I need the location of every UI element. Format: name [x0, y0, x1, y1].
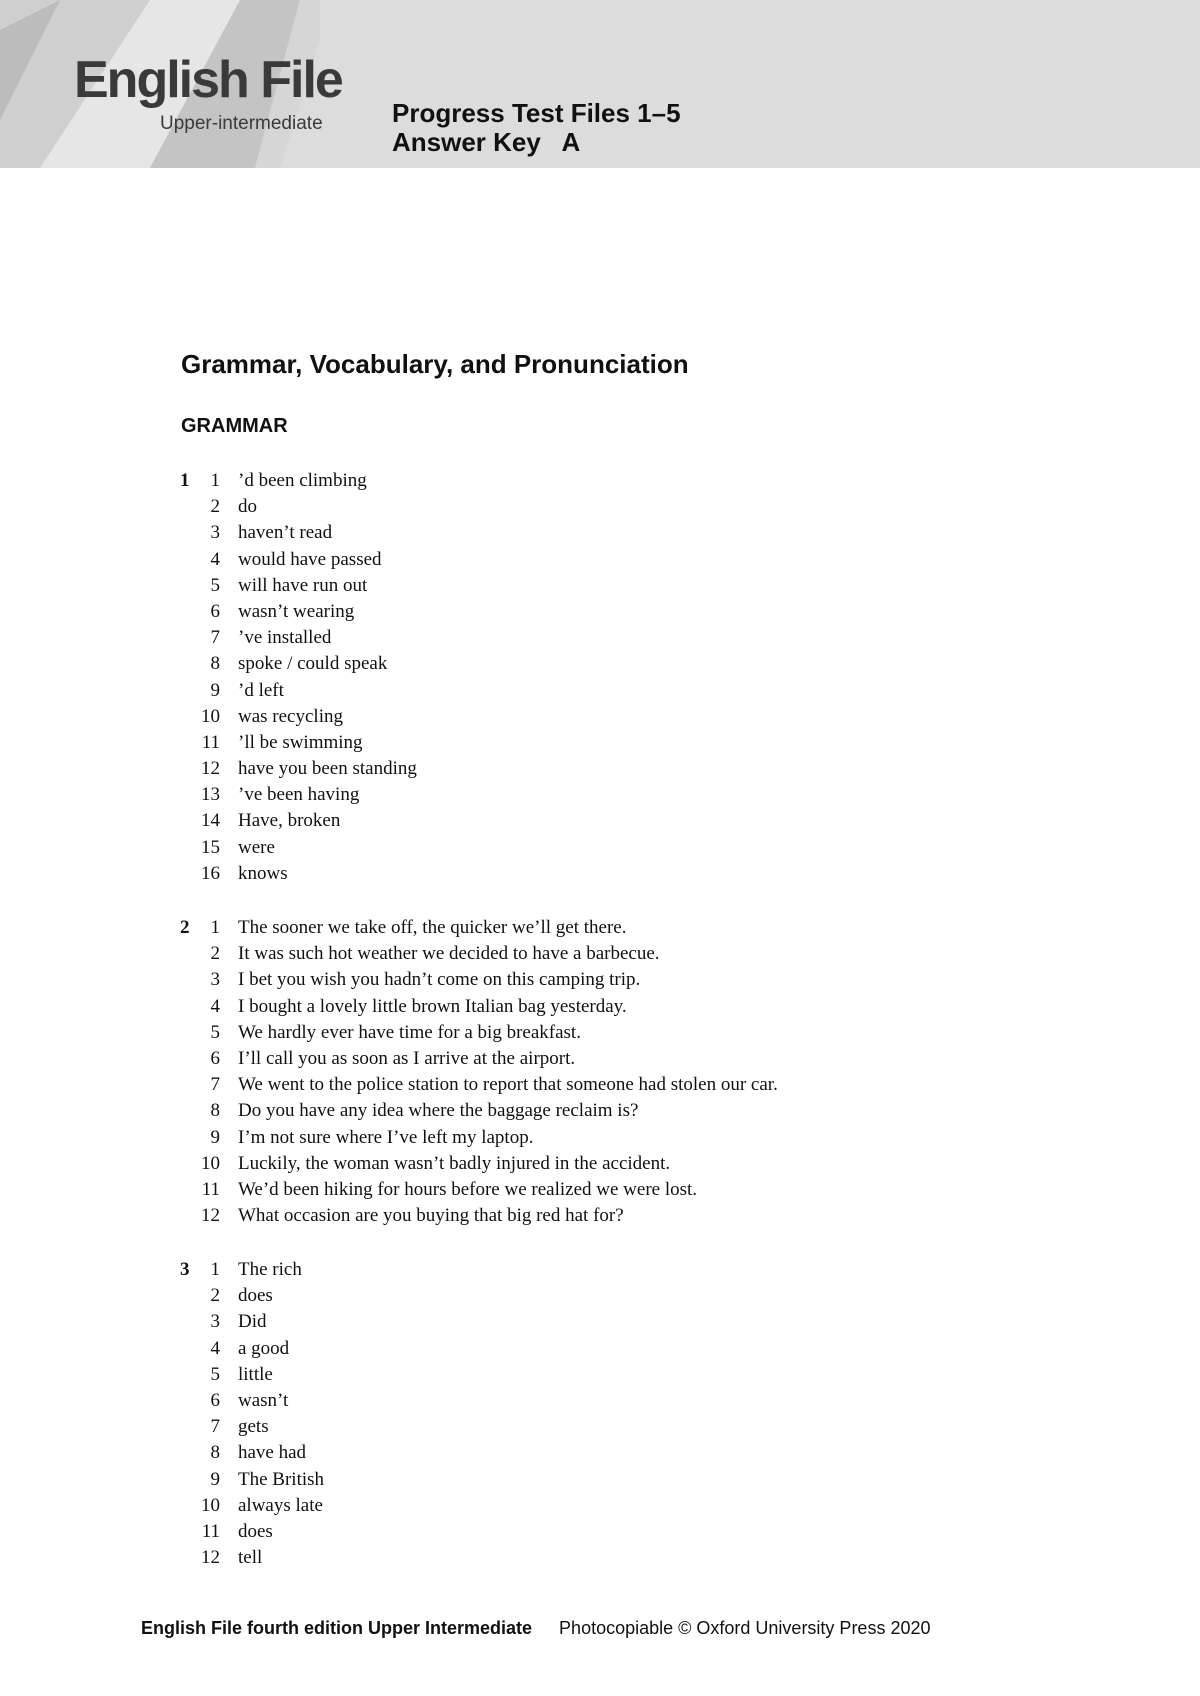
item-number: 1 [210, 917, 220, 938]
item-number: 3 [210, 522, 220, 544]
answer-row [0, 1362, 1200, 1388]
answer-text: Luckily, the woman wasn’t badly injured in the accident. [238, 1152, 671, 1174]
answer-row [0, 1177, 1200, 1203]
section-title: Grammar, Vocabulary, and Pronunciation [181, 349, 689, 379]
item-number: 12 [201, 1205, 220, 1227]
answer-text: We hardly ever have time for a big breakfast. [238, 1021, 581, 1043]
answer-row [0, 1388, 1200, 1414]
exercise-number: 1 [180, 470, 190, 491]
answer-row [0, 704, 1200, 730]
answer-row [0, 1414, 1200, 1440]
answer-text: gets [238, 1416, 269, 1438]
answer-text: The British [238, 1468, 325, 1490]
item-number: 1 [210, 470, 220, 491]
answer-row [0, 468, 1200, 494]
answer-row [0, 915, 1200, 941]
answer-text: spoke / could speak [238, 653, 388, 675]
item-number: 9 [210, 1468, 220, 1490]
answer-row [0, 782, 1200, 808]
answer-text: I’m not sure where I’ve left my laptop. [238, 1126, 534, 1148]
item-number: 1 [210, 1259, 220, 1280]
footer-copyright: Photocopiable © Oxford University Press 2020 [559, 1618, 931, 1638]
answer-row [0, 835, 1200, 861]
answer-text: ’ve been having [238, 784, 360, 806]
answer-text: does [238, 1285, 273, 1307]
brand-logo-title: English File [74, 51, 342, 109]
item-number: 10 [201, 1494, 220, 1516]
item-number: 9 [210, 679, 220, 701]
answer-text: would have passed [238, 548, 382, 570]
answer-text: Do you have any idea where the baggage reclaim is? [238, 1100, 639, 1122]
item-number: 14 [201, 810, 220, 832]
item-number: 3 [210, 969, 220, 991]
answer-text: I bought a lovely little brown Italian bag yesterday. [238, 995, 627, 1017]
item-number: 6 [210, 1389, 220, 1411]
answer-row [0, 1519, 1200, 1545]
item-number: 2 [210, 1285, 220, 1307]
answer-text: knows [238, 862, 288, 884]
answer-row [0, 1336, 1200, 1362]
answer-row [0, 1309, 1200, 1335]
item-number: 11 [201, 1520, 220, 1542]
item-number: 8 [210, 1100, 220, 1122]
answer-text: We’d been hiking for hours before we realized we were lost. [238, 1178, 698, 1200]
exercise-3 [0, 1257, 1200, 1571]
answer-row [0, 1545, 1200, 1571]
answer-text: a good [238, 1337, 290, 1359]
subsection-title: GRAMMAR [181, 415, 288, 437]
item-number: 12 [201, 1547, 220, 1569]
answer-row [0, 1125, 1200, 1151]
item-number: 2 [210, 496, 220, 518]
answer-row [0, 1283, 1200, 1309]
item-number: 4 [210, 1337, 220, 1359]
brand-level: Upper-intermediate [160, 113, 323, 134]
answer-text: It was such hot weather we decided to have a barbecue. [238, 943, 660, 965]
answer-row [0, 1493, 1200, 1519]
answer-text: tell [238, 1547, 263, 1569]
answer-row [0, 547, 1200, 573]
answer-row [0, 730, 1200, 756]
answer-row [0, 1046, 1200, 1072]
answer-text: wasn’t [238, 1389, 289, 1411]
answer-text: We went to the police station to report that someone had stolen our car. [238, 1074, 778, 1096]
exercise-number: 3 [180, 1259, 190, 1280]
item-number: 12 [201, 758, 220, 780]
answer-row [0, 520, 1200, 546]
item-number: 4 [210, 548, 220, 570]
answer-text: Have, broken [238, 810, 341, 832]
answer-text: I bet you wish you hadn’t come on this camping trip. [238, 969, 641, 991]
answer-row [0, 1203, 1200, 1229]
answer-text: ’ve installed [238, 627, 332, 649]
answer-row [0, 573, 1200, 599]
item-number: 5 [210, 1021, 220, 1043]
header-band [0, 0, 1200, 168]
answer-text: little [238, 1363, 273, 1385]
answer-row [0, 861, 1200, 887]
answer-row [0, 625, 1200, 651]
item-number: 15 [201, 836, 220, 858]
item-number: 7 [210, 1416, 220, 1438]
answer-row [0, 941, 1200, 967]
answer-text: always late [238, 1494, 323, 1516]
answer-row [0, 756, 1200, 782]
item-number: 6 [210, 1047, 220, 1069]
answer-text: will have run out [238, 574, 368, 596]
answer-text: The rich [238, 1259, 302, 1280]
answer-row [0, 1257, 1200, 1283]
answer-text: The sooner we take off, the quicker we’ll get there. [238, 917, 627, 938]
document-title-line-1: Progress Test Files 1–5 [392, 98, 681, 128]
answer-row [0, 1020, 1200, 1046]
exercise-1 [0, 468, 1200, 887]
item-number: 10 [201, 1152, 220, 1174]
item-number: 8 [210, 1442, 220, 1464]
item-number: 10 [201, 705, 220, 727]
answer-row [0, 1151, 1200, 1177]
item-number: 13 [201, 784, 220, 806]
exercise-2 [0, 915, 1200, 1229]
item-number: 8 [210, 653, 220, 675]
answer-text: was recycling [238, 705, 343, 727]
answer-row [0, 994, 1200, 1020]
answer-text: does [238, 1520, 273, 1542]
item-number: 5 [210, 574, 220, 596]
item-number: 11 [201, 731, 220, 753]
answer-text: What occasion are you buying that big red hat for? [238, 1205, 624, 1227]
answer-row [0, 1072, 1200, 1098]
answer-text: ’ll be swimming [238, 731, 363, 753]
answer-row [0, 1440, 1200, 1466]
answer-text: Did [238, 1311, 267, 1333]
answer-row [0, 678, 1200, 704]
item-number: 7 [210, 627, 220, 649]
page-footer [141, 1618, 931, 1639]
item-number: 9 [210, 1126, 220, 1148]
answer-row [0, 1467, 1200, 1493]
answer-text: ’d been climbing [238, 470, 367, 491]
item-number: 4 [210, 995, 220, 1017]
answer-text: have had [238, 1442, 307, 1464]
answer-text: haven’t read [238, 522, 333, 544]
answer-row [0, 967, 1200, 993]
item-number: 5 [210, 1363, 220, 1385]
exercise-number: 2 [180, 917, 190, 938]
item-number: 6 [210, 600, 220, 622]
item-number: 16 [201, 862, 220, 884]
answer-text: ’d left [238, 679, 284, 701]
answer-row [0, 599, 1200, 625]
item-number: 7 [210, 1074, 220, 1096]
item-number: 11 [201, 1178, 220, 1200]
answer-text: have you been standing [238, 758, 417, 780]
answer-text: I’ll call you as soon as I arrive at the airport. [238, 1047, 576, 1069]
answer-row [0, 494, 1200, 520]
footer-edition: English File fourth edition Upper Intermediate [141, 1618, 533, 1638]
answer-text: were [238, 836, 275, 858]
document-title-line-2: Answer Key A [392, 127, 581, 157]
item-number: 3 [210, 1311, 220, 1333]
answer-row [0, 808, 1200, 834]
item-number: 2 [210, 943, 220, 965]
answer-row [0, 1098, 1200, 1124]
answer-row [0, 651, 1200, 677]
answer-text: do [238, 496, 257, 518]
answer-text: wasn’t wearing [238, 600, 355, 622]
document-title [392, 99, 681, 157]
